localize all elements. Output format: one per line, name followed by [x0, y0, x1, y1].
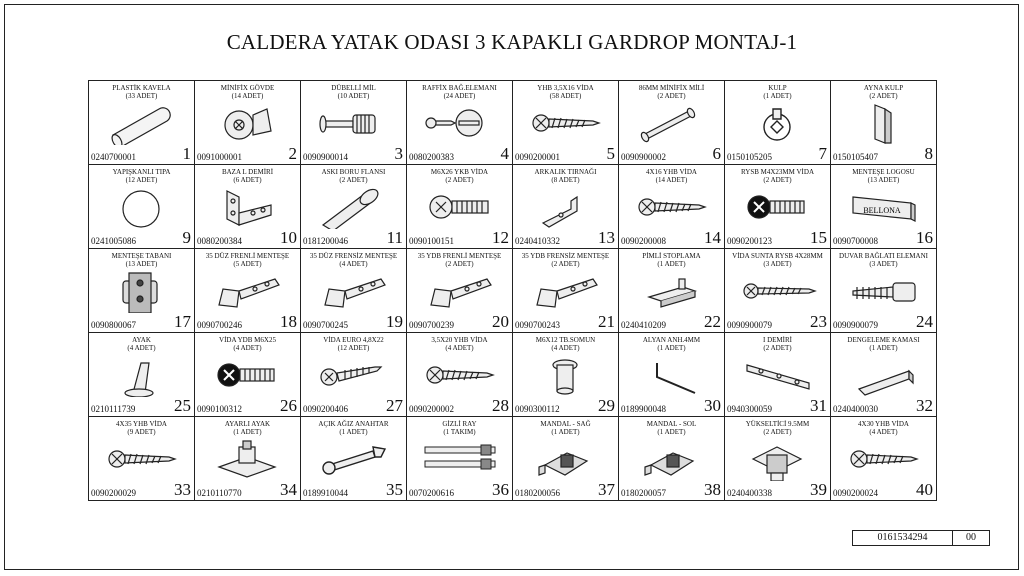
- part-quantity: (2 ADET): [445, 260, 474, 268]
- part-quantity: (5 ADET): [233, 260, 262, 268]
- machine-screw-icon: [421, 185, 499, 229]
- part-name: VİDA SUNTA RYSB 4X28MM: [732, 252, 823, 260]
- part-name: M6X12 TB.SOMUN: [535, 336, 596, 344]
- part-cell-20: [407, 249, 513, 333]
- latch-icon: [633, 437, 711, 481]
- part-label: [727, 84, 828, 100]
- part-cell-10: [195, 165, 301, 249]
- part-number: 1: [182, 144, 191, 163]
- part-quantity: (1 ADET): [763, 92, 792, 100]
- part-name: PİMLİ STOPLAMA: [642, 252, 701, 260]
- part-quantity: (4 ADET): [869, 428, 898, 436]
- part-quantity: (1 TAKIM): [443, 428, 476, 436]
- part-name: YHB 3,5X16 VİDA: [537, 84, 594, 92]
- part-quantity: (13 ADET): [125, 260, 158, 268]
- part-number: 11: [386, 228, 403, 247]
- part-code: 0090200029: [91, 488, 136, 498]
- riser-icon: [739, 437, 817, 481]
- part-quantity: (2 ADET): [869, 92, 898, 100]
- part-label: [197, 168, 298, 184]
- part-number: 18: [280, 312, 297, 331]
- part-number: 30: [704, 396, 721, 415]
- part-number: 37: [598, 480, 615, 499]
- part-cell-23: [725, 249, 831, 333]
- part-name: DENGELEME KAMASI: [847, 336, 920, 344]
- part-label: [91, 252, 192, 268]
- part-cell-12: [407, 165, 513, 249]
- part-quantity: (3 ADET): [869, 260, 898, 268]
- part-cell-29: [513, 333, 619, 417]
- part-number: 39: [810, 480, 827, 499]
- part-label: [91, 336, 192, 352]
- part-name: ARKALIK TIRNAĞI: [534, 168, 597, 176]
- part-cell-26: [195, 333, 301, 417]
- part-number: 19: [386, 312, 403, 331]
- part-name: ALYAN ANH.4MM: [642, 336, 701, 344]
- part-cell-27: [301, 333, 407, 417]
- part-label: [303, 420, 404, 436]
- part-number: 17: [174, 312, 191, 331]
- part-code: 0070200616: [409, 488, 454, 498]
- part-name: DÜBELLİ MİL: [331, 84, 376, 92]
- part-name: PLASTİK KAVELA: [112, 84, 171, 92]
- part-name: 4X35 YHB VİDA: [116, 420, 167, 428]
- part-cell-32: [831, 333, 937, 417]
- minifix-body-icon: [209, 101, 287, 145]
- part-cell-40: [831, 417, 937, 501]
- part-code: 0090800067: [91, 320, 136, 330]
- part-code: 0080200383: [409, 152, 454, 162]
- part-label: [409, 252, 510, 268]
- part-name: GİZLİ RAY: [442, 420, 477, 428]
- hinge-base-icon: [103, 269, 181, 313]
- part-code: 0940300059: [727, 404, 772, 414]
- revision-number: 00: [966, 532, 976, 543]
- part-cell-17: [89, 249, 195, 333]
- part-cell-8: [831, 81, 937, 165]
- part-code: 0090900079: [727, 320, 772, 330]
- part-label: [833, 168, 934, 184]
- part-name: VİDA YDB M6X25: [219, 336, 276, 344]
- part-number: 38: [704, 480, 721, 499]
- part-name: MANDAL - SAĞ: [540, 420, 591, 428]
- part-quantity: (2 ADET): [763, 176, 792, 184]
- part-code: 0180200056: [515, 488, 560, 498]
- l-bracket-icon: [209, 185, 287, 229]
- part-label: [197, 252, 298, 268]
- part-number: 6: [712, 144, 721, 163]
- part-quantity: (4 ADET): [339, 260, 368, 268]
- ring-handle-icon: [739, 101, 817, 145]
- stopper-icon: [633, 269, 711, 313]
- part-label: [91, 168, 192, 184]
- part-name: MENTEŞE TABANI: [111, 252, 172, 260]
- part-quantity: (14 ADET): [655, 176, 688, 184]
- part-number: 13: [598, 228, 615, 247]
- part-code: 0091000001: [197, 152, 242, 162]
- part-quantity: (6 ADET): [233, 176, 262, 184]
- part-quantity: (8 ADET): [551, 176, 580, 184]
- part-quantity: (1 ADET): [657, 344, 686, 352]
- part-number: 21: [598, 312, 615, 331]
- screw-icon: [421, 353, 499, 397]
- part-label: [303, 168, 404, 184]
- part-label: [727, 336, 828, 352]
- part-cell-33: [89, 417, 195, 501]
- parts-grid: [88, 80, 937, 501]
- part-code: 0090900014: [303, 152, 348, 162]
- part-code: 0150105407: [833, 152, 878, 162]
- wedge-icon: [845, 353, 923, 397]
- mirror-handle-icon: [845, 101, 923, 145]
- part-quantity: (33 ADET): [125, 92, 158, 100]
- part-quantity: (2 ADET): [763, 344, 792, 352]
- euro-screw-icon: [315, 353, 393, 397]
- part-number: 12: [492, 228, 509, 247]
- flat-bar-icon: [739, 353, 817, 397]
- part-number: 35: [386, 480, 403, 499]
- logo-plate-icon: [845, 185, 923, 229]
- part-name: BAZA L DEMİRİ: [221, 168, 274, 176]
- part-quantity: (4 ADET): [551, 344, 580, 352]
- part-name: 35 YDB FRENSİZ MENTEŞE: [521, 252, 610, 260]
- part-code: 0090200001: [515, 152, 560, 162]
- part-label: [197, 336, 298, 352]
- part-label: [621, 252, 722, 268]
- part-code: 0090700239: [409, 320, 454, 330]
- part-code: 0180200057: [621, 488, 666, 498]
- latch-icon: [527, 437, 605, 481]
- part-number: 40: [916, 480, 933, 499]
- leg-icon: [103, 353, 181, 397]
- part-cell-21: [513, 249, 619, 333]
- part-name: MANDAL - SOL: [646, 420, 697, 428]
- wrench-icon: [315, 437, 393, 481]
- part-quantity: (58 ADET): [549, 92, 582, 100]
- part-quantity: (1 ADET): [551, 428, 580, 436]
- part-cell-15: [725, 165, 831, 249]
- part-quantity: (12 ADET): [125, 176, 158, 184]
- part-cell-25: [89, 333, 195, 417]
- part-cell-34: [195, 417, 301, 501]
- part-name: I DEMİRİ: [763, 336, 792, 344]
- page-title: CALDERA YATAK ODASI 3 KAPAKLI GARDROP MONTAJ-1: [226, 30, 798, 54]
- part-code: 0090200008: [621, 236, 666, 246]
- part-quantity: (24 ADET): [443, 92, 476, 100]
- part-label: [91, 84, 192, 100]
- hinge-icon: [315, 269, 393, 313]
- dowel-pin-icon: [315, 101, 393, 145]
- part-name: YÜKSELTİCİ 9.5MM: [745, 420, 810, 428]
- part-quantity: (1 ADET): [339, 428, 368, 436]
- part-name: 35 DÜZ FRENLİ MENTEŞE: [205, 252, 290, 260]
- part-number: 23: [810, 312, 827, 331]
- title-block: [852, 530, 990, 546]
- part-code: 0090700246: [197, 320, 242, 330]
- part-name: RAFFİX BAĞ.ELEMANI: [422, 84, 497, 92]
- part-number: 9: [182, 228, 191, 247]
- part-label: [515, 252, 616, 268]
- part-quantity: (1 ADET): [657, 260, 686, 268]
- part-code: 0090200123: [727, 236, 772, 246]
- screw-icon: [845, 437, 923, 481]
- part-name: 4X16 YHB VİDA: [646, 168, 697, 176]
- part-code: 0090700243: [515, 320, 560, 330]
- part-label: [409, 336, 510, 352]
- part-number: 7: [818, 144, 827, 163]
- part-number: 22: [704, 312, 721, 331]
- part-cell-9: [89, 165, 195, 249]
- part-code: 0090900079: [833, 320, 878, 330]
- part-cell-2: [195, 81, 301, 165]
- part-number: 33: [174, 480, 191, 499]
- part-name: 4X30 YHB VİDA: [858, 420, 909, 428]
- part-code: 0090900002: [621, 152, 666, 162]
- part-number: 29: [598, 396, 615, 415]
- wall-anchor-icon: [845, 269, 923, 313]
- part-quantity: (1 ADET): [869, 344, 898, 352]
- screw-icon: [527, 101, 605, 145]
- part-label: [621, 420, 722, 436]
- part-label: [197, 84, 298, 100]
- part-label: [621, 336, 722, 352]
- part-cell-36: [407, 417, 513, 501]
- part-name: DUVAR BAĞLATI ELEMANI: [839, 252, 928, 260]
- part-number: 10: [280, 228, 297, 247]
- part-quantity: (2 ADET): [339, 176, 368, 184]
- part-cell-6: [619, 81, 725, 165]
- part-label: [833, 420, 934, 436]
- part-quantity: (10 ADET): [337, 92, 370, 100]
- part-quantity: (2 ADET): [551, 260, 580, 268]
- part-code: 0189910044: [303, 488, 348, 498]
- part-label: [833, 252, 934, 268]
- part-code: 0240700001: [91, 152, 136, 162]
- part-label: [409, 84, 510, 100]
- part-name: M6X26 YKB VİDA: [430, 168, 489, 176]
- part-code: 0090200002: [409, 404, 454, 414]
- part-number: 16: [916, 228, 933, 247]
- part-name: 86MM MİNİFİX MİLİ: [638, 84, 705, 92]
- part-cell-38: [619, 417, 725, 501]
- part-name: 35 YDB FRENLİ MENTEŞE: [417, 252, 502, 260]
- part-cell-35: [301, 417, 407, 501]
- part-quantity: (2 ADET): [445, 176, 474, 184]
- part-code: 0090200406: [303, 404, 348, 414]
- part-name: MENTEŞE LOGOSU: [852, 168, 915, 176]
- document-number: 0161534294: [853, 531, 953, 545]
- part-number: 20: [492, 312, 509, 331]
- screw-icon: [633, 185, 711, 229]
- part-name: KULP: [768, 84, 787, 92]
- hinge-icon: [209, 269, 287, 313]
- hinge-icon: [421, 269, 499, 313]
- part-label: [621, 84, 722, 100]
- part-label: [727, 252, 828, 268]
- part-number: 32: [916, 396, 933, 415]
- part-cell-18: [195, 249, 301, 333]
- part-number: 34: [280, 480, 297, 499]
- rail-flange-icon: [315, 185, 393, 229]
- part-cell-14: [619, 165, 725, 249]
- nut-icon: [527, 353, 605, 397]
- part-number: 28: [492, 396, 509, 415]
- part-label: [197, 420, 298, 436]
- part-cell-4: [407, 81, 513, 165]
- part-cell-28: [407, 333, 513, 417]
- part-label: [515, 420, 616, 436]
- part-cell-5: [513, 81, 619, 165]
- part-cell-3: [301, 81, 407, 165]
- part-label: [303, 84, 404, 100]
- part-code: 0189900048: [621, 404, 666, 414]
- part-code: 0241005086: [91, 236, 136, 246]
- part-code: 0181200046: [303, 236, 348, 246]
- part-quantity: (14 ADET): [231, 92, 264, 100]
- part-label: [409, 168, 510, 184]
- part-quantity: (4 ADET): [127, 344, 156, 352]
- part-code: 0240410332: [515, 236, 560, 246]
- part-name: AÇIK AĞIZ ANAHTAR: [318, 420, 389, 428]
- part-quantity: (3 ADET): [763, 260, 792, 268]
- part-number: 4: [500, 144, 509, 163]
- part-code: 0240400030: [833, 404, 878, 414]
- part-code: 0090700008: [833, 236, 878, 246]
- part-cell-22: [619, 249, 725, 333]
- part-code: 0240400338: [727, 488, 772, 498]
- part-number: 3: [394, 144, 403, 163]
- part-label: [515, 336, 616, 352]
- part-code: 0090200024: [833, 488, 878, 498]
- part-label: [833, 84, 934, 100]
- part-quantity: (12 ADET): [337, 344, 370, 352]
- part-label: [303, 336, 404, 352]
- part-code: 0080200384: [197, 236, 242, 246]
- part-number: 25: [174, 396, 191, 415]
- part-number: 2: [288, 144, 297, 163]
- minifix-pin-icon: [633, 101, 711, 145]
- hinge-icon: [527, 269, 605, 313]
- part-name: AYNA KULP: [863, 84, 904, 92]
- part-cell-16: [831, 165, 937, 249]
- part-name: RYSB M4X23MM VİDA: [741, 168, 814, 176]
- part-label: [833, 336, 934, 352]
- part-name: AYARLI AYAK: [224, 420, 271, 428]
- part-name: 3,5X20 YHB VİDA: [431, 336, 488, 344]
- part-cell-24: [831, 249, 937, 333]
- screw-icon: [103, 437, 181, 481]
- part-number: 5: [606, 144, 615, 163]
- part-name: MİNİFİX GÖVDE: [220, 84, 275, 92]
- part-number: 26: [280, 396, 297, 415]
- part-cell-7: [725, 81, 831, 165]
- part-number: 27: [386, 396, 403, 415]
- part-name: VİDA EURO 4,8X22: [323, 336, 384, 344]
- part-number: 31: [810, 396, 827, 415]
- part-cell-19: [301, 249, 407, 333]
- part-quantity: (1 ADET): [233, 428, 262, 436]
- part-quantity: (2 ADET): [763, 428, 792, 436]
- part-quantity: (4 ADET): [445, 344, 474, 352]
- part-cell-13: [513, 165, 619, 249]
- part-label: [727, 168, 828, 184]
- part-label: [409, 420, 510, 436]
- part-cell-1: [89, 81, 195, 165]
- part-code: 0090100312: [197, 404, 242, 414]
- part-quantity: (4 ADET): [233, 344, 262, 352]
- part-cell-39: [725, 417, 831, 501]
- part-code: 0090300112: [515, 404, 560, 414]
- logo-plate-text: BELLONA: [863, 206, 901, 215]
- part-cell-30: [619, 333, 725, 417]
- allen-key-icon: [633, 353, 711, 397]
- part-quantity: (2 ADET): [657, 92, 686, 100]
- part-label: [91, 420, 192, 436]
- part-quantity: (13 ADET): [867, 176, 900, 184]
- part-quantity: (9 ADET): [127, 428, 156, 436]
- part-quantity: (1 ADET): [657, 428, 686, 436]
- part-name: AYAK: [132, 336, 151, 344]
- part-name: YAPIŞKANLI TIPA: [112, 168, 171, 176]
- part-code: 0150105205: [727, 152, 772, 162]
- black-screw-icon: [209, 353, 287, 397]
- part-label: [515, 168, 616, 184]
- part-code: 0210110770: [197, 488, 242, 498]
- long-screw-icon: [739, 269, 817, 313]
- adhesive-cap-icon: [103, 185, 181, 229]
- part-number: 8: [924, 144, 933, 163]
- part-code: 0240410209: [621, 320, 666, 330]
- black-screw-icon: [739, 185, 817, 229]
- rail-icon: [421, 437, 499, 481]
- part-code: 0090100151: [409, 236, 454, 246]
- back-clip-icon: [527, 185, 605, 229]
- part-code: 0210111739: [91, 404, 136, 414]
- part-label: [621, 168, 722, 184]
- part-label: [727, 420, 828, 436]
- part-cell-31: [725, 333, 831, 417]
- part-label: [515, 84, 616, 100]
- part-name: 35 DÜZ FRENSİZ MENTEŞE: [309, 252, 398, 260]
- part-code: 0090700245: [303, 320, 348, 330]
- part-cell-11: [301, 165, 407, 249]
- part-number: 24: [916, 312, 933, 331]
- raffix-connector-icon: [421, 101, 499, 145]
- adjustable-foot-icon: [209, 437, 287, 481]
- part-number: 15: [810, 228, 827, 247]
- part-label: [303, 252, 404, 268]
- part-number: 14: [704, 228, 721, 247]
- dowel-icon: [103, 101, 181, 145]
- part-cell-37: [513, 417, 619, 501]
- part-number: 36: [492, 480, 509, 499]
- part-name: ASKI BORU FLANSI: [321, 168, 386, 176]
